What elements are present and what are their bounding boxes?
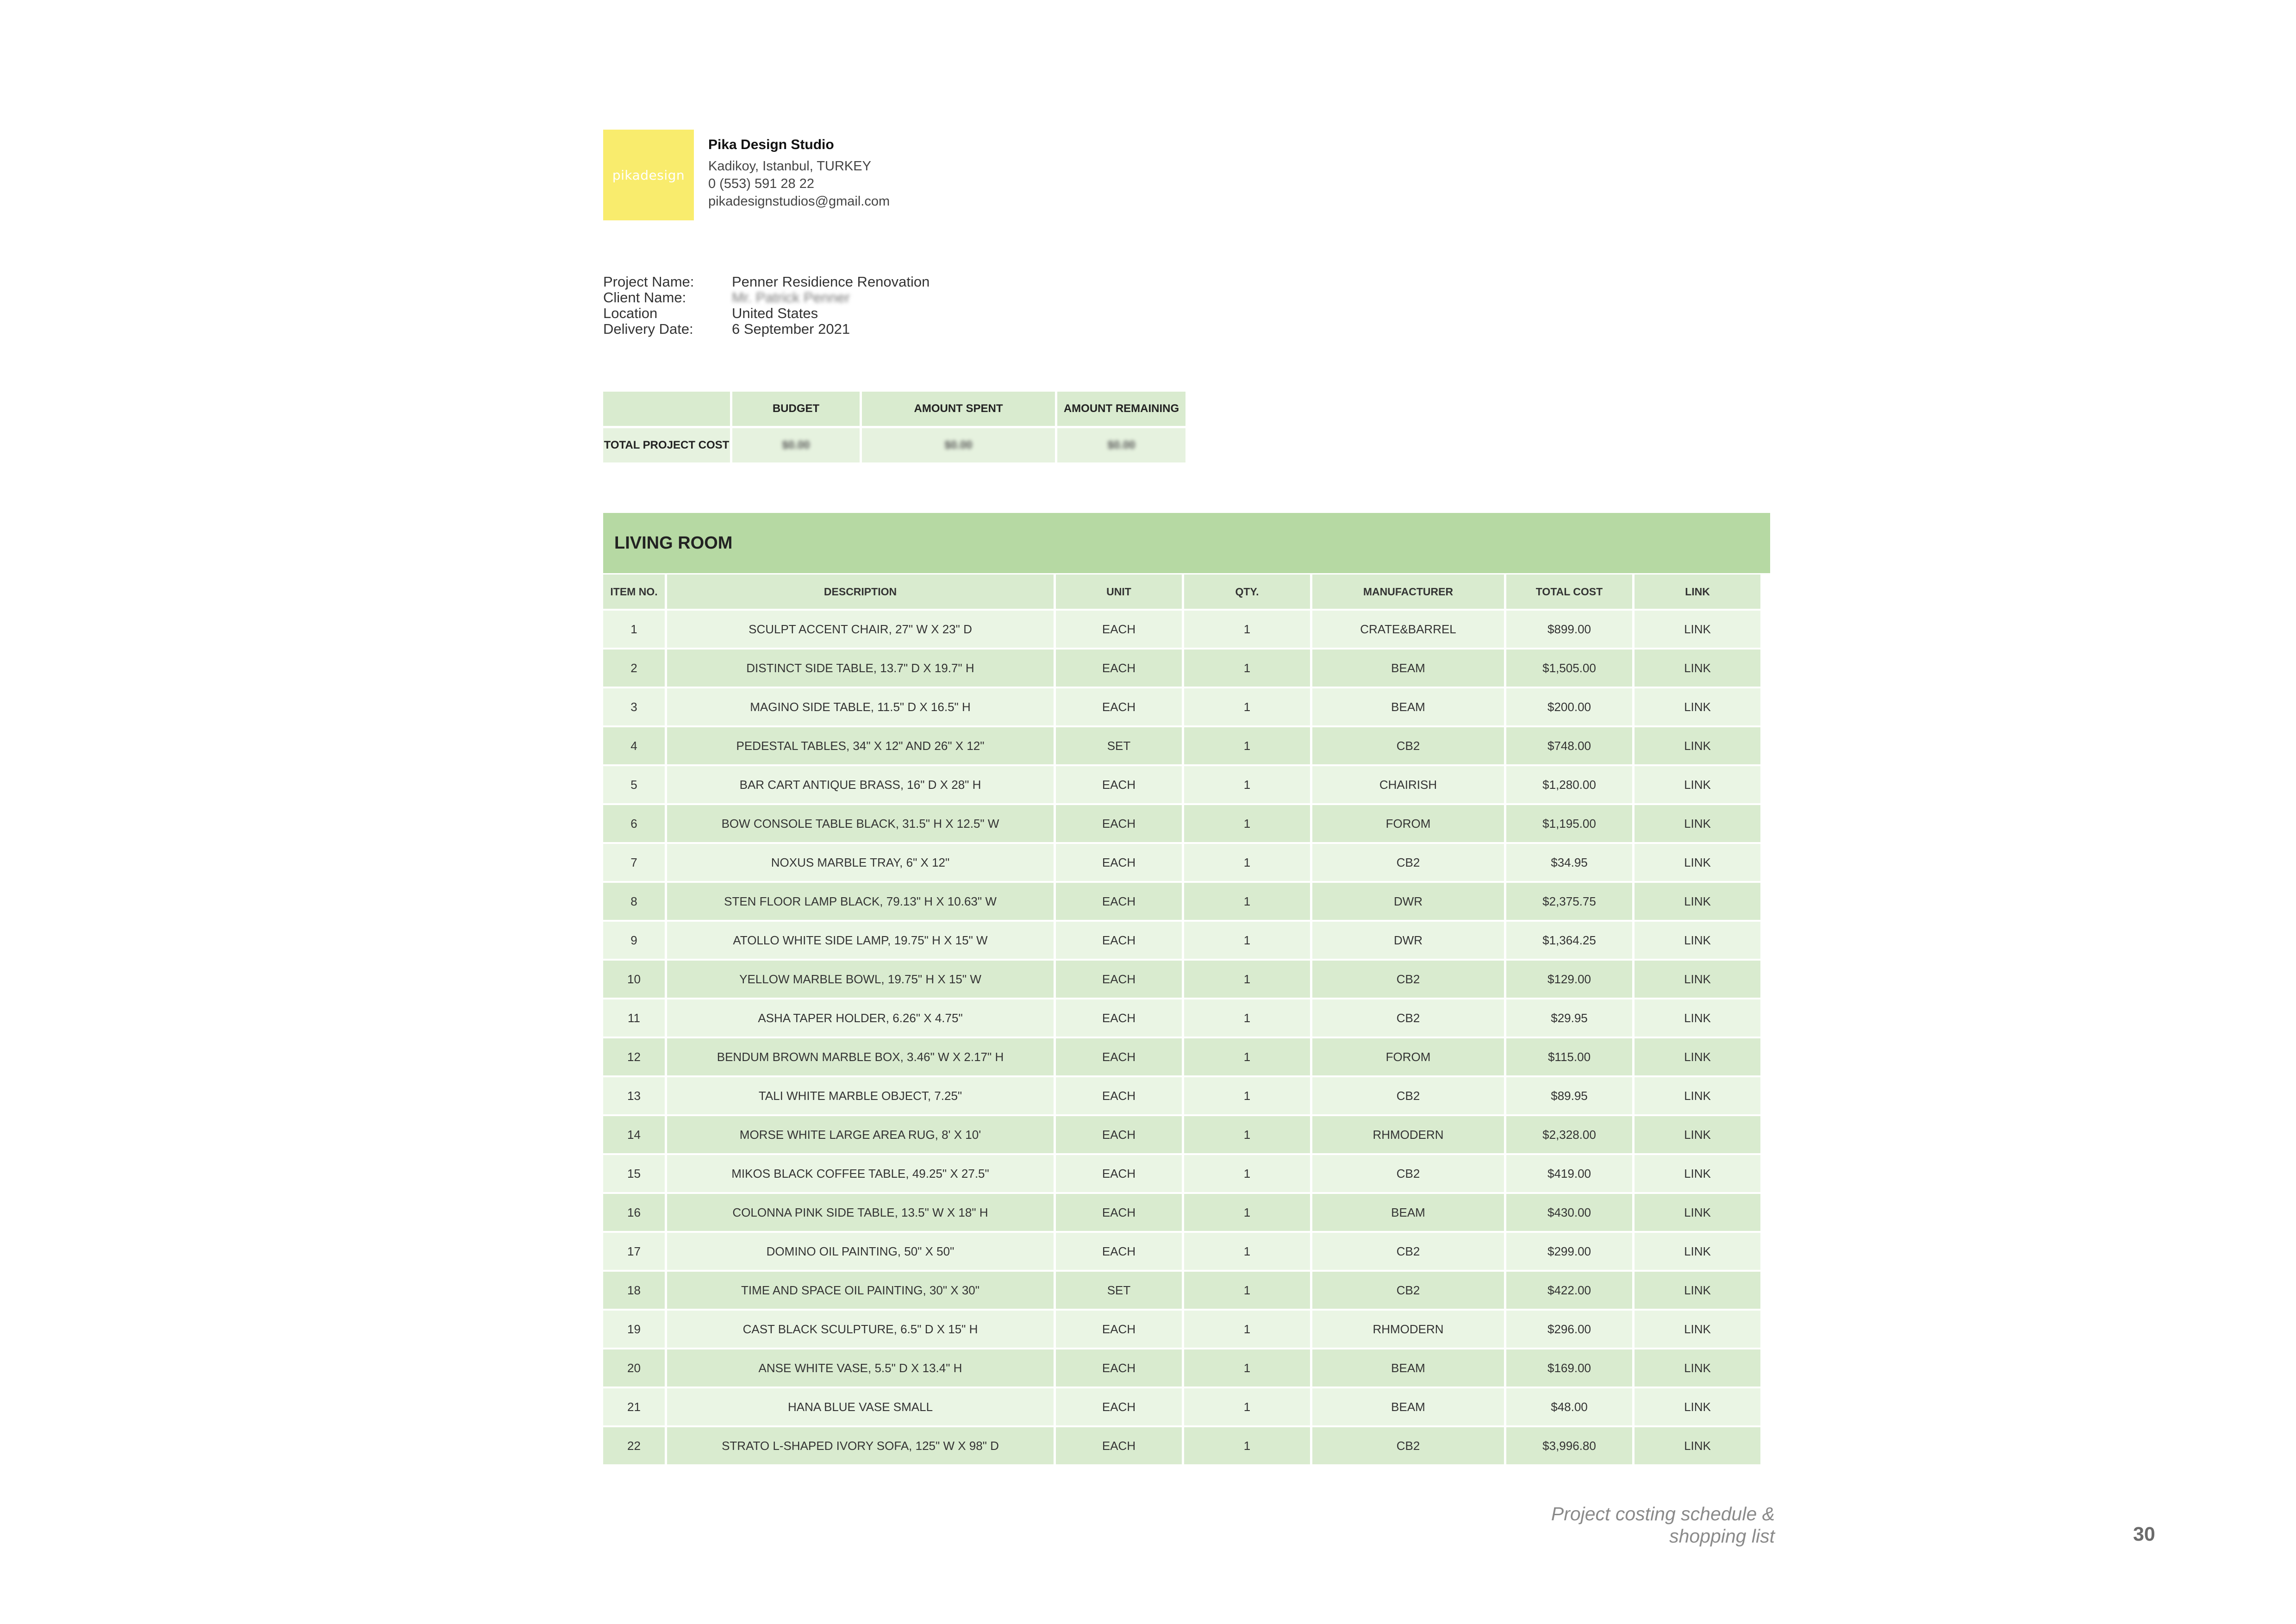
manufacturer-cell: CB2 <box>1312 844 1504 881</box>
unit-cell: EACH <box>1056 883 1182 920</box>
total-cost-cell: $419.00 <box>1506 1155 1632 1192</box>
total-cost-cell: $899.00 <box>1506 611 1632 648</box>
description-cell: MORSE WHITE LARGE AREA RUG, 8' X 10' <box>667 1116 1054 1153</box>
total-cost-cell: $169.00 <box>1506 1349 1632 1387</box>
unit-cell: EACH <box>1056 1349 1182 1387</box>
link-cell[interactable]: LINK <box>1635 688 1760 725</box>
col-header-link: LINK <box>1635 575 1760 609</box>
summary-remaining-cell <box>1057 428 1185 462</box>
table-row <box>603 1194 1760 1231</box>
section-title: LIVING ROOM <box>614 533 733 553</box>
unit-cell: SET <box>1056 1272 1182 1309</box>
manufacturer-cell: DWR <box>1312 922 1504 959</box>
manufacturer-cell: CRATE&BARREL <box>1312 611 1504 648</box>
manufacturer-cell: CB2 <box>1312 1233 1504 1270</box>
link-cell[interactable]: LINK <box>1635 1038 1760 1075</box>
description-cell: MIKOS BLACK COFFEE TABLE, 49.25" X 27.5" <box>667 1155 1054 1192</box>
link-cell[interactable]: LINK <box>1635 1116 1760 1153</box>
table-row <box>603 688 1760 725</box>
client-name-row <box>603 290 930 306</box>
qty-cell: 1 <box>1184 1038 1310 1075</box>
total-cost-cell: $115.00 <box>1506 1038 1632 1075</box>
unit-cell: EACH <box>1056 999 1182 1037</box>
link-cell[interactable]: LINK <box>1635 1311 1760 1348</box>
link-cell[interactable]: LINK <box>1635 766 1760 803</box>
summary-header-row <box>603 392 1185 426</box>
item-no-cell: 20 <box>603 1349 665 1387</box>
footer-title <box>1551 1503 1775 1547</box>
table-row <box>603 1116 1760 1153</box>
link-cell[interactable]: LINK <box>1635 611 1760 648</box>
table-row <box>603 1349 1760 1387</box>
unit-cell: EACH <box>1056 961 1182 998</box>
unit-cell: EACH <box>1056 1155 1182 1192</box>
studio-address: Kadikoy, Istanbul, TURKEY <box>708 159 871 174</box>
manufacturer-cell: CHAIRISH <box>1312 766 1504 803</box>
manufacturer-cell: FOROM <box>1312 805 1504 842</box>
table-row <box>603 805 1760 842</box>
project-name-value: Penner Residience Renovation <box>732 274 930 290</box>
link-cell[interactable]: LINK <box>1635 922 1760 959</box>
link-cell[interactable]: LINK <box>1635 650 1760 687</box>
unit-cell: EACH <box>1056 1311 1182 1348</box>
link-cell[interactable]: LINK <box>1635 883 1760 920</box>
manufacturer-cell: BEAM <box>1312 1194 1504 1231</box>
total-cost-cell: $34.95 <box>1506 844 1632 881</box>
link-cell[interactable]: LINK <box>1635 1077 1760 1114</box>
total-cost-cell: $748.00 <box>1506 727 1632 764</box>
total-cost-cell: $1,280.00 <box>1506 766 1632 803</box>
table-row <box>603 1388 1760 1425</box>
table-row <box>603 650 1760 687</box>
qty-cell: 1 <box>1184 883 1310 920</box>
location-label: Location <box>603 305 658 321</box>
link-cell[interactable]: LINK <box>1635 727 1760 764</box>
manufacturer-cell: CB2 <box>1312 961 1504 998</box>
total-cost-cell: $299.00 <box>1506 1233 1632 1270</box>
col-header-total-cost: TOTAL COST <box>1506 575 1632 609</box>
unit-cell: EACH <box>1056 1194 1182 1231</box>
link-cell[interactable]: LINK <box>1635 1349 1760 1387</box>
description-cell: NOXUS MARBLE TRAY, 6" X 12" <box>667 844 1054 881</box>
link-cell[interactable]: LINK <box>1635 1233 1760 1270</box>
qty-cell: 1 <box>1184 999 1310 1037</box>
studio-phone: 0 (553) 591 28 22 <box>708 176 814 191</box>
summary-corner-cell <box>603 392 730 426</box>
link-cell[interactable]: LINK <box>1635 1272 1760 1309</box>
table-row <box>603 883 1760 920</box>
item-no-cell: 10 <box>603 961 665 998</box>
link-cell[interactable]: LINK <box>1635 961 1760 998</box>
unit-cell: EACH <box>1056 1116 1182 1153</box>
qty-cell: 1 <box>1184 922 1310 959</box>
description-cell: BENDUM BROWN MARBLE BOX, 3.46" W X 2.17" H <box>667 1038 1054 1075</box>
table-row <box>603 766 1760 803</box>
total-cost-cell: $200.00 <box>1506 688 1632 725</box>
item-no-cell: 14 <box>603 1116 665 1153</box>
unit-cell: EACH <box>1056 922 1182 959</box>
manufacturer-cell: BEAM <box>1312 688 1504 725</box>
items-body <box>603 611 1760 1464</box>
unit-cell: EACH <box>1056 1388 1182 1425</box>
manufacturer-cell: DWR <box>1312 883 1504 920</box>
description-cell: DISTINCT SIDE TABLE, 13.7" D X 19.7" H <box>667 650 1054 687</box>
description-cell: YELLOW MARBLE BOWL, 19.75" H X 15" W <box>667 961 1054 998</box>
table-row <box>603 1038 1760 1075</box>
total-cost-cell: $1,505.00 <box>1506 650 1632 687</box>
table-row <box>603 1272 1760 1309</box>
item-no-cell: 8 <box>603 883 665 920</box>
summary-budget-cell <box>732 428 860 462</box>
description-cell: ANSE WHITE VASE, 5.5" D X 13.4" H <box>667 1349 1054 1387</box>
total-cost-cell: $1,364.25 <box>1506 922 1632 959</box>
unit-cell: EACH <box>1056 1233 1182 1270</box>
summary-budget-value: $0.00 <box>782 439 810 451</box>
manufacturer-cell: BEAM <box>1312 1388 1504 1425</box>
qty-cell: 1 <box>1184 1272 1310 1309</box>
studio-logo <box>603 130 694 220</box>
qty-cell: 1 <box>1184 650 1310 687</box>
summary-spent-cell <box>862 428 1055 462</box>
summary-remaining-value: $0.00 <box>1107 439 1136 451</box>
table-row <box>603 844 1760 881</box>
studio-email: pikadesignstudios@gmail.com <box>708 194 890 209</box>
link-cell[interactable]: LINK <box>1635 805 1760 842</box>
qty-cell: 1 <box>1184 1233 1310 1270</box>
item-no-cell: 21 <box>603 1388 665 1425</box>
manufacturer-cell: FOROM <box>1312 1038 1504 1075</box>
unit-cell: EACH <box>1056 650 1182 687</box>
total-cost-cell: $129.00 <box>1506 961 1632 998</box>
cost-summary-table <box>601 389 1188 465</box>
item-no-cell: 2 <box>603 650 665 687</box>
link-cell[interactable]: LINK <box>1635 1194 1760 1231</box>
table-row <box>603 727 1760 764</box>
studio-name: Pika Design Studio <box>708 137 834 152</box>
link-cell[interactable]: LINK <box>1635 1155 1760 1192</box>
qty-cell: 1 <box>1184 961 1310 998</box>
project-name-row <box>603 274 930 290</box>
item-no-cell: 4 <box>603 727 665 764</box>
qty-cell: 1 <box>1184 1388 1310 1425</box>
table-row <box>603 999 1760 1037</box>
unit-cell: SET <box>1056 727 1182 764</box>
description-cell: DOMINO OIL PAINTING, 50" X 50" <box>667 1233 1054 1270</box>
unit-cell: EACH <box>1056 1038 1182 1075</box>
manufacturer-cell: RHMODERN <box>1312 1116 1504 1153</box>
link-cell[interactable]: LINK <box>1635 999 1760 1037</box>
link-cell[interactable]: LINK <box>1635 1427 1760 1464</box>
unit-cell: EACH <box>1056 844 1182 881</box>
summary-spent-value: $0.00 <box>944 439 973 451</box>
total-cost-cell: $29.95 <box>1506 999 1632 1037</box>
table-row <box>603 1427 1760 1464</box>
total-cost-cell: $3,996.80 <box>1506 1427 1632 1464</box>
qty-cell: 1 <box>1184 1349 1310 1387</box>
description-cell: PEDESTAL TABLES, 34" X 12" AND 26" X 12" <box>667 727 1054 764</box>
location-row <box>603 306 930 321</box>
link-cell[interactable]: LINK <box>1635 1388 1760 1425</box>
col-header-description: DESCRIPTION <box>667 575 1054 609</box>
item-no-cell: 5 <box>603 766 665 803</box>
item-no-cell: 15 <box>603 1155 665 1192</box>
item-no-cell: 18 <box>603 1272 665 1309</box>
qty-cell: 1 <box>1184 844 1310 881</box>
unit-cell: EACH <box>1056 1427 1182 1464</box>
total-cost-cell: $89.95 <box>1506 1077 1632 1114</box>
manufacturer-cell: CB2 <box>1312 1155 1504 1192</box>
item-no-cell: 16 <box>603 1194 665 1231</box>
unit-cell: EACH <box>1056 766 1182 803</box>
qty-cell: 1 <box>1184 1116 1310 1153</box>
delivery-date-label: Delivery Date: <box>603 321 693 337</box>
manufacturer-cell: RHMODERN <box>1312 1311 1504 1348</box>
total-cost-cell: $296.00 <box>1506 1311 1632 1348</box>
manufacturer-cell: CB2 <box>1312 1272 1504 1309</box>
delivery-date-value: 6 September 2021 <box>732 321 850 337</box>
table-row <box>603 611 1760 648</box>
summary-total-row <box>603 428 1185 462</box>
qty-cell: 1 <box>1184 1311 1310 1348</box>
total-cost-cell: $2,375.75 <box>1506 883 1632 920</box>
item-no-cell: 11 <box>603 999 665 1037</box>
col-header-manufacturer: MANUFACTURER <box>1312 575 1504 609</box>
project-info <box>603 274 930 337</box>
section-header <box>603 513 1770 573</box>
summary-header-budget: BUDGET <box>732 392 860 426</box>
description-cell: ASHA TAPER HOLDER, 6.26" X 4.75" <box>667 999 1054 1037</box>
description-cell: BAR CART ANTIQUE BRASS, 16" D X 28" H <box>667 766 1054 803</box>
table-row <box>603 1233 1760 1270</box>
items-table <box>601 573 1763 1466</box>
logo-text: pikadesign <box>612 167 685 183</box>
item-no-cell: 22 <box>603 1427 665 1464</box>
qty-cell: 1 <box>1184 766 1310 803</box>
item-no-cell: 19 <box>603 1311 665 1348</box>
table-row <box>603 1311 1760 1348</box>
manufacturer-cell: CB2 <box>1312 727 1504 764</box>
manufacturer-cell: BEAM <box>1312 1349 1504 1387</box>
qty-cell: 1 <box>1184 688 1310 725</box>
summary-header-spent: AMOUNT SPENT <box>862 392 1055 426</box>
item-no-cell: 12 <box>603 1038 665 1075</box>
col-header-qty: QTY. <box>1184 575 1310 609</box>
description-cell: BOW CONSOLE TABLE BLACK, 31.5" H X 12.5" W <box>667 805 1054 842</box>
items-header-row <box>603 575 1760 609</box>
manufacturer-cell: BEAM <box>1312 650 1504 687</box>
client-name-label: Client Name: <box>603 289 686 306</box>
item-no-cell: 7 <box>603 844 665 881</box>
footer-title-line1: Project costing schedule & <box>1551 1503 1775 1524</box>
page-number: 30 <box>2133 1523 2155 1545</box>
unit-cell: EACH <box>1056 611 1182 648</box>
qty-cell: 1 <box>1184 1077 1310 1114</box>
manufacturer-cell: CB2 <box>1312 999 1504 1037</box>
total-cost-cell: $2,328.00 <box>1506 1116 1632 1153</box>
manufacturer-cell: CB2 <box>1312 1427 1504 1464</box>
table-row <box>603 1155 1760 1192</box>
description-cell: COLONNA PINK SIDE TABLE, 13.5" W X 18" H <box>667 1194 1054 1231</box>
studio-info <box>708 137 890 210</box>
description-cell: TIME AND SPACE OIL PAINTING, 30" X 30" <box>667 1272 1054 1309</box>
total-cost-cell: $48.00 <box>1506 1388 1632 1425</box>
table-row <box>603 1077 1760 1114</box>
manufacturer-cell: CB2 <box>1312 1077 1504 1114</box>
qty-cell: 1 <box>1184 1194 1310 1231</box>
table-row <box>603 961 1760 998</box>
qty-cell: 1 <box>1184 805 1310 842</box>
unit-cell: EACH <box>1056 688 1182 725</box>
description-cell: HANA BLUE VASE SMALL <box>667 1388 1054 1425</box>
item-no-cell: 6 <box>603 805 665 842</box>
qty-cell: 1 <box>1184 727 1310 764</box>
summary-row-label: TOTAL PROJECT COST <box>603 428 730 462</box>
description-cell: STEN FLOOR LAMP BLACK, 79.13" H X 10.63" W <box>667 883 1054 920</box>
unit-cell: EACH <box>1056 1077 1182 1114</box>
link-cell[interactable]: LINK <box>1635 844 1760 881</box>
total-cost-cell: $422.00 <box>1506 1272 1632 1309</box>
delivery-date-row <box>603 321 930 337</box>
description-cell: STRATO L-SHAPED IVORY SOFA, 125" W X 98" D <box>667 1427 1054 1464</box>
description-cell: SCULPT ACCENT CHAIR, 27" W X 23" D <box>667 611 1054 648</box>
description-cell: MAGINO SIDE TABLE, 11.5" D X 16.5" H <box>667 688 1054 725</box>
unit-cell: EACH <box>1056 805 1182 842</box>
item-no-cell: 9 <box>603 922 665 959</box>
item-no-cell: 13 <box>603 1077 665 1114</box>
qty-cell: 1 <box>1184 1155 1310 1192</box>
items-table-wrap <box>601 573 1763 1466</box>
description-cell: TALI WHITE MARBLE OBJECT, 7.25" <box>667 1077 1054 1114</box>
qty-cell: 1 <box>1184 1427 1310 1464</box>
table-row <box>603 922 1760 959</box>
item-no-cell: 1 <box>603 611 665 648</box>
col-header-unit: UNIT <box>1056 575 1182 609</box>
footer-title-line2: shopping list <box>1669 1525 1775 1547</box>
description-cell: CAST BLACK SCULPTURE, 6.5" D X 15" H <box>667 1311 1054 1348</box>
col-header-item-no: ITEM NO. <box>603 575 665 609</box>
location-value: United States <box>732 305 818 321</box>
item-no-cell: 3 <box>603 688 665 725</box>
item-no-cell: 17 <box>603 1233 665 1270</box>
project-name-label: Project Name: <box>603 274 694 290</box>
total-cost-cell: $1,195.00 <box>1506 805 1632 842</box>
qty-cell: 1 <box>1184 611 1310 648</box>
total-cost-cell: $430.00 <box>1506 1194 1632 1231</box>
summary-header-remaining: AMOUNT REMAINING <box>1057 392 1185 426</box>
client-name-value: Mr. Patrick Penner <box>732 289 850 306</box>
description-cell: ATOLLO WHITE SIDE LAMP, 19.75" H X 15" W <box>667 922 1054 959</box>
